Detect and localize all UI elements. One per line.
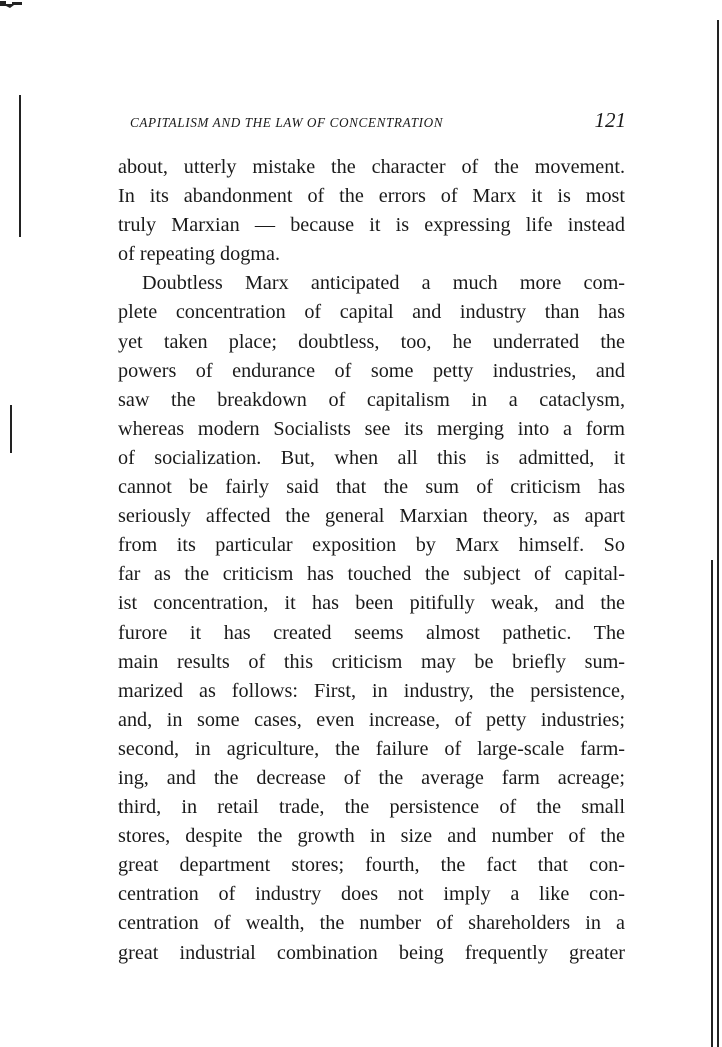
text-line: great industrial combination being frequently greater — [118, 941, 625, 964]
text-line: second, in agriculture, the failure of large-scale farm- — [118, 737, 625, 760]
text-line: of socialization. But, when all this is admitted, it — [118, 446, 625, 469]
text-line: third, in retail trade, the persistence of the small — [118, 796, 625, 819]
text-line: powers of endurance of some petty industries, and — [118, 359, 625, 382]
scan-margin-line — [717, 20, 719, 1047]
text-line: ing, and the decrease of the average farm acreage; — [118, 766, 625, 789]
text-line: whereas modern Socialists see its merging into a form — [118, 417, 625, 440]
text-line: marized as follows: First, in industry, the persistence, — [118, 679, 625, 702]
running-title: CAPITALISM AND THE LAW OF CONCENTRATION — [130, 115, 444, 130]
text-line: stores, despite the growth in size and number of the — [118, 825, 625, 848]
text-line: In its abandonment of the errors of Marx it is most — [118, 185, 625, 208]
text-line: Doubtless Marx anticipated a much more com- — [142, 272, 625, 295]
text-line: seriously affected the general Marxian theory, as apart — [118, 505, 625, 528]
page-number: 121 — [594, 108, 626, 132]
text-line: centration of wealth, the number of shareholders in a — [118, 912, 625, 935]
scan-margin-line — [19, 95, 21, 237]
text-line: cannot be fairly said that the sum of criticism has — [118, 476, 625, 499]
text-line: great department stores; fourth, the fact that con- — [118, 854, 625, 877]
text-line: yet taken place; doubtless, too, he underrated the — [118, 330, 625, 353]
text-line: main results of this criticism may be briefly sum- — [118, 650, 625, 673]
text-line: furore it has created seems almost pathetic. The — [118, 621, 625, 644]
running-head — [130, 108, 626, 138]
text-line: of repeating dogma. — [118, 243, 281, 266]
text-line: saw the breakdown of capitalism in a cataclysm, — [118, 388, 625, 411]
scan-margin-line — [10, 405, 12, 453]
text-line: from its particular exposition by Marx himself. So — [118, 534, 625, 557]
paragraph-2 — [118, 269, 625, 967]
scan-margin-line — [711, 560, 713, 1047]
scan-corner-mark — [0, 0, 30, 10]
text-line: about, utterly mistake the character of the movement. — [118, 156, 625, 178]
body-text — [118, 153, 625, 968]
text-line: far as the criticism has touched the subject of capital- — [118, 563, 625, 586]
paragraph-1 — [118, 153, 625, 269]
text-line: and, in some cases, even increase, of petty industries; — [118, 708, 625, 731]
text-line: truly Marxian — because it is expressing life instead — [118, 214, 625, 237]
text-line: centration of industry does not imply a like con- — [118, 883, 625, 906]
text-line: plete concentration of capital and industry than has — [118, 301, 625, 324]
text-line: ist concentration, it has been pitifully weak, and the — [118, 592, 625, 615]
